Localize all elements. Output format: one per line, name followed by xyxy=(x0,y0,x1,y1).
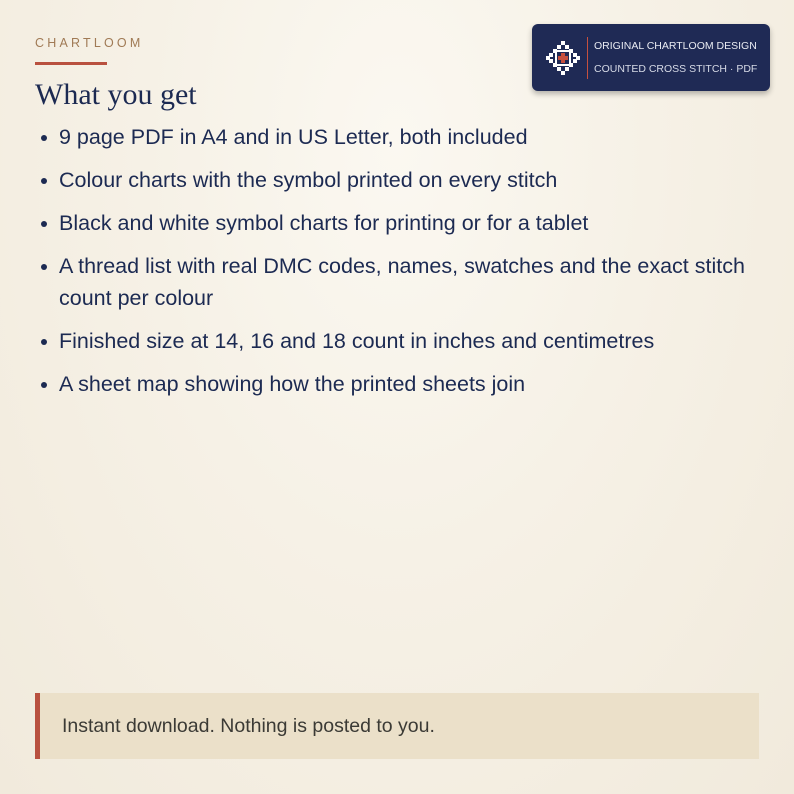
bullet-icon xyxy=(41,178,47,184)
badge-subtitle: COUNTED CROSS STITCH · PDF xyxy=(594,63,758,75)
notice-text: Instant download. Nothing is posted to you. xyxy=(62,715,435,737)
feature-item xyxy=(35,325,765,357)
bullet-icon xyxy=(41,339,47,345)
feature-text: A thread list with real DMC codes, names, swatches and the exact stitch count per colour xyxy=(59,254,745,310)
design-badge xyxy=(532,24,770,91)
brand-label: CHARTLOOM xyxy=(35,36,144,50)
page-heading: What you get xyxy=(35,78,197,111)
feature-item xyxy=(35,164,765,196)
bullet-icon xyxy=(41,264,47,270)
feature-item xyxy=(35,121,765,153)
badge-title: ORIGINAL CHARTLOOM DESIGN xyxy=(594,40,757,52)
delivery-notice xyxy=(35,693,759,759)
brand-accent-rule xyxy=(35,62,107,65)
feature-text: A sheet map showing how the printed sheets join xyxy=(59,372,526,396)
badge-divider xyxy=(587,37,588,79)
cross-stitch-emblem-icon xyxy=(545,40,581,76)
feature-item xyxy=(35,368,765,400)
feature-item xyxy=(35,250,765,314)
bullet-icon xyxy=(41,221,47,227)
feature-list xyxy=(35,121,765,411)
feature-item xyxy=(35,207,765,239)
feature-text: Black and white symbol charts for printing or for a tablet xyxy=(59,211,589,235)
feature-text: 9 page PDF in A4 and in US Letter, both included xyxy=(59,125,528,149)
feature-text: Finished size at 14, 16 and 18 count in inches and centimetres xyxy=(59,329,655,353)
bullet-icon xyxy=(41,382,47,388)
feature-text: Colour charts with the symbol printed on every stitch xyxy=(59,168,558,192)
bullet-icon xyxy=(41,135,47,141)
